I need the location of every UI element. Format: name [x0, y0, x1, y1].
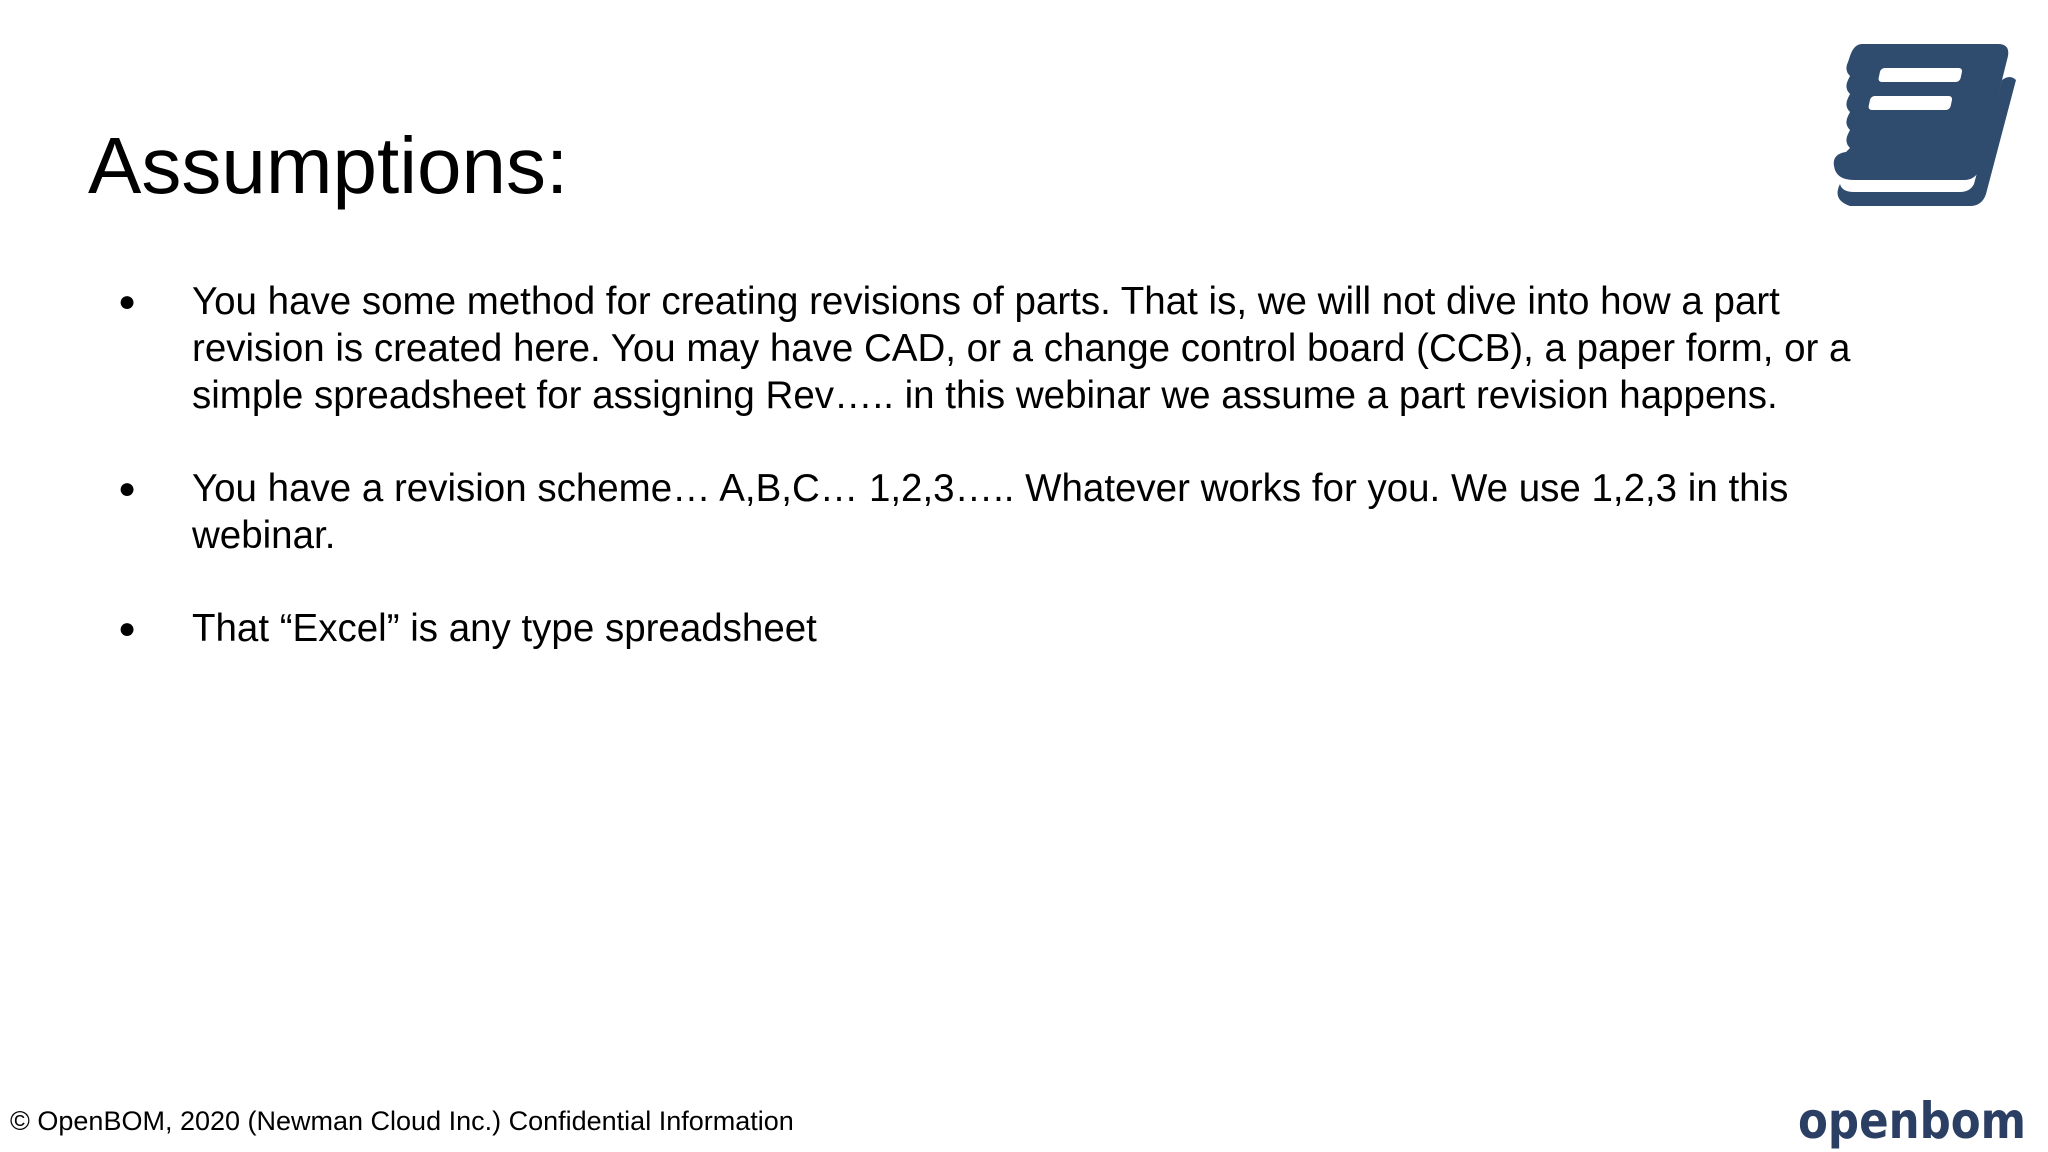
- openbom-logo: [1798, 1092, 2030, 1150]
- bullet-line: You have some method for creating revisions of parts. That is, we will not dive into how a part: [192, 280, 1780, 323]
- bullet-dot: ●: [118, 472, 137, 505]
- bullet-list: [110, 278, 1970, 698]
- book-icon: [1820, 34, 2016, 214]
- bullet-line: You have a revision scheme… A,B,C… 1,2,3….. Whatever works for you. We use 1,2,3 in this: [192, 467, 1789, 510]
- bullet-dot: ●: [118, 612, 137, 645]
- list-item: [110, 605, 1970, 652]
- bullet-line: That “Excel” is any type spreadsheet: [192, 607, 817, 650]
- footer-copyright: © OpenBOM, 2020 (Newman Cloud Inc.) Confidential Information: [10, 1106, 794, 1136]
- list-item: [110, 278, 1970, 419]
- bullet-dot: ●: [118, 285, 137, 318]
- slide-title: Assumptions:: [88, 121, 569, 210]
- bullet-line: webinar.: [192, 514, 336, 557]
- logo-text: openbom: [1798, 1092, 2026, 1150]
- bullet-line: revision is created here. You may have CAD, or a change control board (CCB), a paper form, or a: [192, 327, 1851, 370]
- list-item: [110, 465, 1970, 559]
- bullet-line: simple spreadsheet for assigning Rev….. in this webinar we assume a part revision happens.: [192, 374, 1778, 417]
